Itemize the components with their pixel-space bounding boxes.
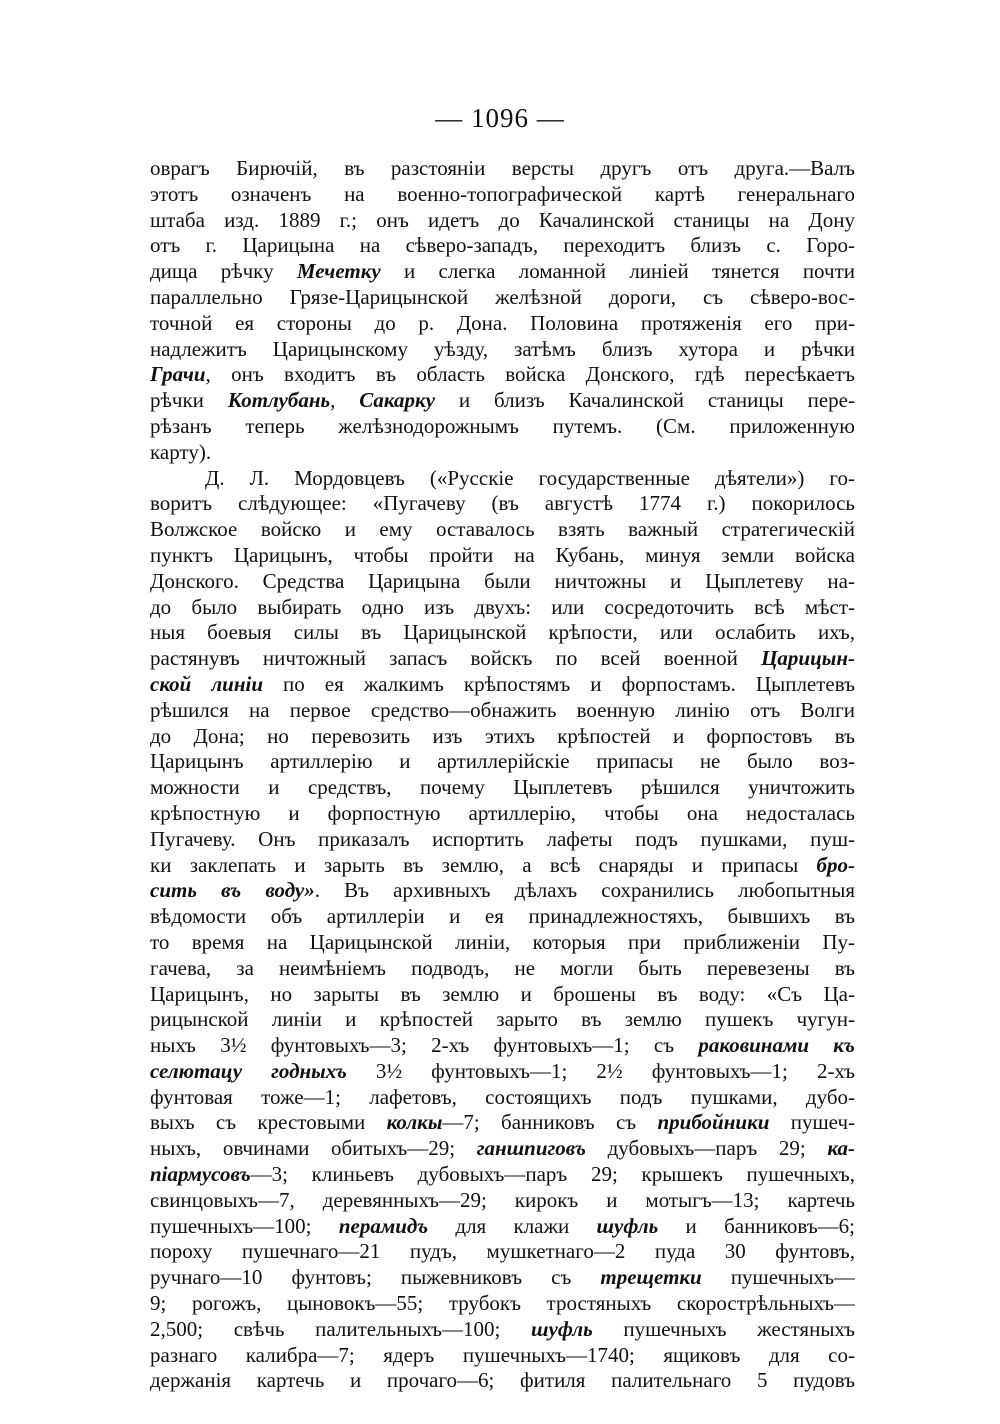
italic-term: бро- <box>816 852 855 877</box>
text-segment: и банниковъ—6; <box>658 1213 855 1238</box>
text-line <box>150 311 855 337</box>
text-line <box>150 1265 855 1291</box>
text-segment: и близъ Качалинской станицы пере- <box>435 388 855 413</box>
text-segment: отъ г. Царицына на сѣверо-западъ, переходитъ близъ с. Горо- <box>150 233 855 258</box>
text-segment: выхъ съ крестовыми <box>150 1110 387 1135</box>
text-segment: Царицынъ, но зарыты въ землю и брошены въ воду: «Съ Ца- <box>150 981 855 1006</box>
text-line <box>150 517 855 543</box>
text-segment: , <box>330 388 360 413</box>
text-segment: , онъ входитъ въ область войска Донского, гдѣ пересѣкаетъ <box>205 362 855 387</box>
text-segment: оврагъ Бирючій, въ разстояніи версты другъ отъ друга.—Валъ <box>150 156 855 180</box>
text-line <box>150 1059 855 1085</box>
text-segment: 9; рогожъ, цыновокъ—55; трубокъ тростяныхъ скорострѣльныхъ— <box>150 1291 855 1316</box>
italic-term: шуфль <box>596 1213 659 1238</box>
text-line <box>150 1007 855 1033</box>
text-segment: —3; клиньевъ дубовыхъ—паръ 29; крышекъ пушечныхъ, <box>250 1162 855 1187</box>
italic-term: Царицын- <box>761 646 855 671</box>
text-segment: воритъ слѣдующее: «Пугачеву (въ августѣ 1774 г.) покорилось <box>150 491 855 516</box>
text-segment: фунтовая тоже—1; лафетовъ, состоящихъ подъ пушками, дубо- <box>150 1084 855 1109</box>
text-line <box>150 1239 855 1265</box>
text-segment: . Въ архивныхъ дѣлахъ сохранились любопытныя <box>314 878 855 903</box>
italic-term: перамидъ <box>338 1213 429 1238</box>
text-line <box>150 1033 855 1059</box>
text-segment: ныя боевыя силы въ Царицынской крѣпости, или ослабить ихъ, <box>150 620 855 645</box>
italic-term: ской линіи <box>150 671 263 696</box>
text-line <box>150 1162 855 1188</box>
italic-term: ганшпиговъ <box>476 1136 586 1161</box>
text-segment: этотъ означенъ на военно-топографической картѣ генеральнаго <box>150 181 855 206</box>
italic-term: Котлубань <box>227 388 331 413</box>
text-segment: штаба изд. 1889 г.; онъ идетъ до Качалинской станицы на Дону <box>150 207 855 232</box>
text-segment: ныхъ, овчинами обитыхъ—29; <box>150 1136 477 1161</box>
text-line <box>150 156 855 182</box>
text-segment: Пугачеву. Онъ приказалъ испортить лафеты подъ пушками, пуш- <box>150 826 855 851</box>
text-segment: держанія картечь и прочаго—6; фитиля палительнаго 5 пудовъ <box>150 1368 855 1393</box>
text-segment: для клажи <box>428 1213 597 1238</box>
text-segment: параллельно Грязе-Царицынской желѣзной дороги, съ сѣверо-вос- <box>150 284 855 309</box>
text-segment: ручнаго—10 фунтовъ; пыжевниковъ съ <box>150 1265 601 1290</box>
text-line <box>150 1291 855 1317</box>
text-segment: пушечныхъ— <box>701 1265 855 1290</box>
text-line <box>150 827 855 853</box>
text-segment: дища рѣчку <box>150 259 297 284</box>
text-segment: надлежитъ Царицынскому уѣзду, затѣмъ близъ хутора и рѣчки <box>150 336 855 361</box>
text-line <box>150 259 855 285</box>
text-segment: 2,500; свѣчь палительныхъ—100; <box>150 1316 531 1341</box>
text-line <box>150 1188 855 1214</box>
italic-term: ка- <box>827 1136 855 1161</box>
text-segment: ки заклепать и зарыть въ землю, а всѣ снаряды и припасы <box>150 852 817 877</box>
text-segment: 3½ фунтовыхъ—1; 2½ фунтовыхъ—1; 2-хъ <box>346 1058 855 1083</box>
text-line <box>150 853 855 879</box>
text-line <box>150 878 855 904</box>
text-line <box>150 620 855 646</box>
text-segment: карту). <box>150 439 212 464</box>
text-segment: рицынской линіи и крѣпостей зарыто въ землю пушекъ чугун- <box>150 1007 855 1032</box>
text-line <box>150 569 855 595</box>
italic-term: Грачи <box>150 362 206 387</box>
text-segment: рѣшился на первое средство—обнажить военную линію отъ Волги <box>150 697 855 722</box>
text-segment: Царицынъ артиллерію и артиллерійскіе припасы не было воз- <box>150 749 855 774</box>
text-segment: точной ея стороны до р. Дона. Половина протяженія его при- <box>150 310 855 335</box>
text-segment: пушеч- <box>769 1110 855 1135</box>
text-segment: пороху пушечнаго—21 пудъ, мушкетнаго—2 пуда 30 фунтовъ, <box>150 1239 855 1264</box>
italic-term: раковинами къ <box>698 1033 855 1058</box>
italic-term: прибойники <box>657 1110 770 1135</box>
italic-term: Мечетку <box>296 259 381 284</box>
text-line <box>150 595 855 621</box>
text-segment: по ея жалкимъ крѣпостямъ и форпостамъ. Цыплетевъ <box>263 671 855 696</box>
text-line <box>150 285 855 311</box>
text-line <box>150 904 855 930</box>
text-line <box>150 491 855 517</box>
italic-term: селютацу годныхъ <box>150 1058 347 1083</box>
text-line <box>150 775 855 801</box>
text-segment: рѣзанъ теперь желѣзнодорожнымъ путемъ. (См. приложенную <box>150 413 855 438</box>
text-segment: то время на Царицынской линіи, которыя при приближеніи Пу- <box>150 929 855 954</box>
text-line <box>150 724 855 750</box>
text-line <box>150 208 855 234</box>
text-segment: вѣдомости объ артиллеріи и ея принадлежностяхъ, бывшихъ въ <box>150 904 855 929</box>
text-line <box>150 440 855 466</box>
text-segment: Донского. Средства Царицына были ничтожны и Цыплетеву на- <box>150 568 855 593</box>
text-line <box>150 362 855 388</box>
text-line <box>150 1368 855 1394</box>
text-segment: разнаго калибра—7; ядеръ пушечныхъ—1740; ящиковъ для со- <box>150 1342 855 1367</box>
text-segment: гачева, за неимѣніемъ подводъ, не могли быть перевезены въ <box>150 955 855 980</box>
text-segment: пунктъ Царицынъ, чтобы пройти на Кубань, минуя земли войска <box>150 542 855 567</box>
text-segment: крѣпостную и форпостную артиллерію, чтобы она недосталась <box>150 800 855 825</box>
text-line <box>150 233 855 259</box>
body-text <box>150 156 855 1394</box>
italic-term: Сакарку <box>359 388 435 413</box>
text-segment: Волжское войско и ему оставалось взять важный стратегическій <box>150 517 855 542</box>
text-line <box>150 749 855 775</box>
italic-term: колкы <box>386 1110 443 1135</box>
text-line <box>150 930 855 956</box>
text-segment: Д. Л. Мордовцевъ («Русскіе государственные дѣятели») го- <box>205 465 855 490</box>
text-line <box>150 337 855 363</box>
text-segment: дубовыхъ—паръ 29; <box>585 1136 828 1161</box>
text-segment: до Дона; но перевозить изъ этихъ крѣпостей и форпостовъ въ <box>150 723 855 748</box>
text-line <box>150 646 855 672</box>
text-line <box>150 1214 855 1240</box>
text-line <box>150 1085 855 1111</box>
text-segment: рѣчки <box>150 388 228 413</box>
text-segment: ныхъ 3½ фунтовыхъ—3; 2-хъ фунтовыхъ—1; съ <box>150 1033 699 1058</box>
text-line <box>150 1343 855 1369</box>
text-segment: —7; банниковъ съ <box>442 1110 658 1135</box>
text-segment: свинцовыхъ—7, деревянныхъ—29; кирокъ и мотыгъ—13; картечь <box>150 1187 855 1212</box>
italic-term: сить въ воду» <box>150 878 315 903</box>
text-line <box>150 543 855 569</box>
text-line <box>150 982 855 1008</box>
text-line <box>150 956 855 982</box>
italic-term: піармусовъ <box>150 1162 251 1187</box>
text-line <box>150 388 855 414</box>
text-segment: пушечныхъ жестяныхъ <box>592 1316 855 1341</box>
text-segment: можности и средствъ, почему Цыплетевъ рѣшился уничтожить <box>150 775 855 800</box>
italic-term: трещетки <box>600 1265 702 1290</box>
text-line <box>150 466 855 492</box>
text-line <box>150 1317 855 1343</box>
text-line <box>150 801 855 827</box>
text-segment: пушечныхъ—100; <box>150 1213 339 1238</box>
text-segment: растянувъ ничтожный запасъ войскъ по всей военной <box>150 646 762 671</box>
text-segment: до было выбирать одно изъ двухъ: или сосредоточить всѣ мѣст- <box>150 594 855 619</box>
text-segment: и слегка ломанной линіей тянется почти <box>380 259 855 284</box>
text-line <box>150 698 855 724</box>
text-line <box>150 182 855 208</box>
italic-term: шуфль <box>531 1316 593 1341</box>
page-number: — 1096 — <box>435 103 565 133</box>
text-line <box>150 1136 855 1162</box>
text-line <box>150 672 855 698</box>
text-line <box>150 1110 855 1136</box>
text-line <box>150 414 855 440</box>
